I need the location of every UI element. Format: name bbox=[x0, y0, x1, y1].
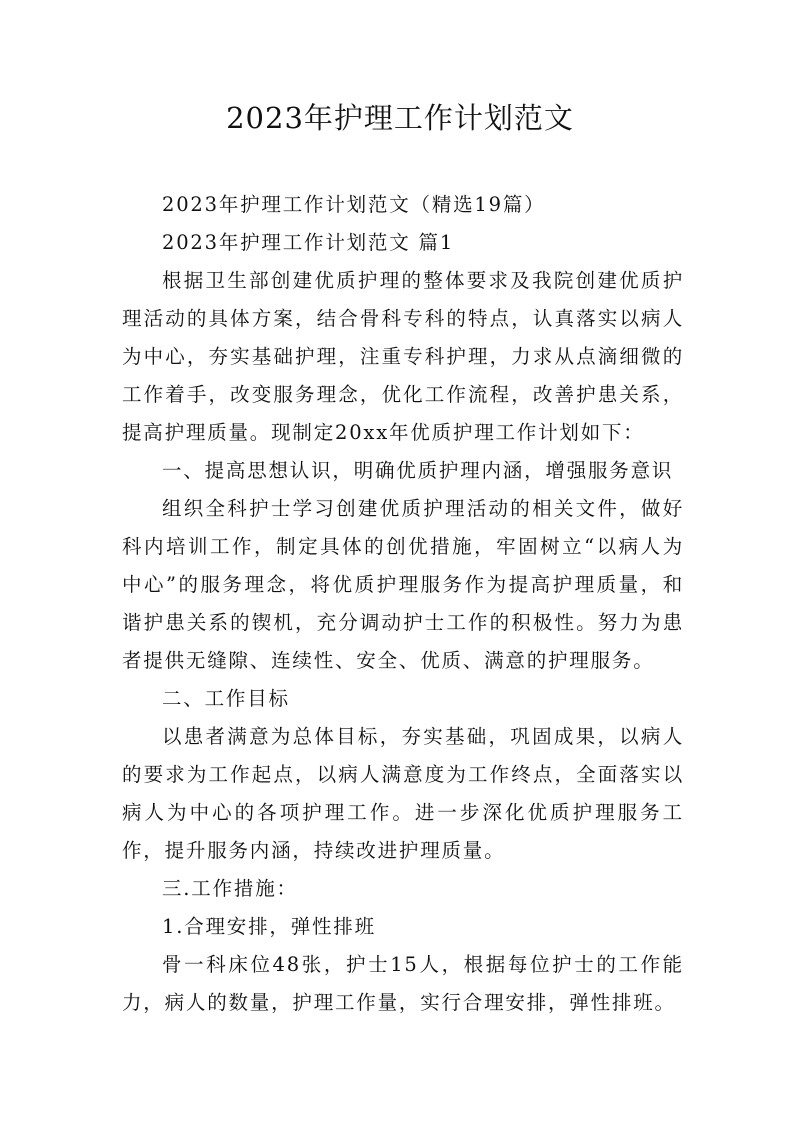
document-body bbox=[122, 186, 684, 1022]
subtitle-paragraph: 2023年护理工作计划范文（精选19篇） bbox=[162, 193, 546, 216]
body-paragraph: 根据卫生部创建优质护理的整体要求及我院创建优质护理活动的具体方案，结合骨科专科的特点，认真落实以病人为中心，夯实基础护理，注重专科护理，力求从点滴细微的工作着手，改变服务理念，优化工作流程，改善护患关系，提高护理质量。现制定20xx年优质护理工作计划如下： bbox=[122, 269, 684, 444]
section-heading: 二、工作目标 bbox=[162, 687, 290, 710]
section-heading: 一、提高思想认识，明确优质护理内涵，增强服务意识 bbox=[162, 459, 674, 482]
body-paragraph: 骨一科床位48张，护士15人，根据每位护士的工作能力，病人的数量，护理工作量，实行合理安排，弹性排班。 bbox=[122, 953, 684, 1014]
body-paragraph: 组织全科护士学习创建优质护理活动的相关文件，做好科内培训工作，制定具体的创优措施，牢固树立“以病人为中心”的服务理念，将优质护理服务作为提高护理质量，和谐护患关系的锲机，充分调动护士工作的积极性。努力为患者提供无缝隙、连续性、安全、优质、满意的护理服务。 bbox=[122, 497, 684, 672]
body-paragraph: 以患者满意为总体目标，夯实基础，巩固成果，以病人的要求为工作起点，以病人满意度为工作终点，全面落实以病人为中心的各项护理工作。进一步深化优质护理服务工作，提升服务内涵，持续改进护理质量。 bbox=[122, 725, 684, 862]
section-heading-1: 2023年护理工作计划范文 篇1 bbox=[162, 231, 455, 254]
section-heading: 三.工作措施： bbox=[162, 877, 298, 900]
subsection-heading: 1.合理安排，弹性排班 bbox=[162, 915, 376, 938]
document-title: 2023年护理工作计划范文 bbox=[226, 101, 574, 135]
